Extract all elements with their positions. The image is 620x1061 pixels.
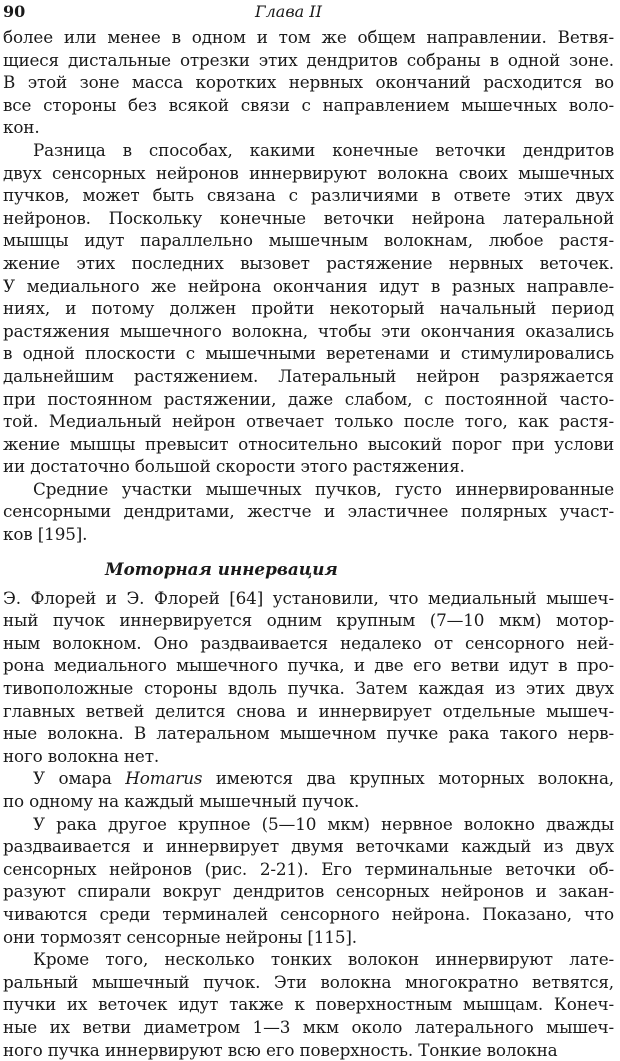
text-line: главных ветвей делится снова и иннервирует отдельные мышеч- bbox=[3, 700, 614, 721]
text-line: той. Медиальный нейрон отвечает только после того, как растя- bbox=[3, 411, 614, 432]
paragraph-p5 bbox=[3, 767, 614, 812]
text-line: сенсорными дендритами, жестче и эластичнее полярных участ- bbox=[3, 501, 614, 522]
paragraph-p2 bbox=[3, 139, 614, 478]
text-line: ные волокна. В латеральном мышечном пучке рака такого нерв- bbox=[3, 723, 614, 744]
paragraph-p4 bbox=[3, 587, 614, 768]
text-line: мышцы идут параллельно мышечным волокнам, любое растя- bbox=[3, 230, 614, 251]
text-line: нейронов. Поскольку конечные веточки нейрона латеральной bbox=[3, 207, 614, 228]
text-line: в одной плоскости с мышечными веретенами и стимулировались bbox=[3, 343, 614, 364]
text-line: У медиального же нейрона окончания идут в разных направле- bbox=[3, 275, 614, 296]
text-line: ральный мышечный пучок. Эти волокна многократно ветвятся, bbox=[3, 971, 614, 992]
text-line: сенсорных нейронов (рис. 2-21). Его терминальные веточки об- bbox=[3, 858, 614, 879]
text-line: они тормозят сенсорные нейроны [115]. bbox=[3, 926, 357, 947]
page-number: 90 bbox=[3, 2, 26, 21]
text-line: ный пучок иннервируется одним крупным (7—10 мкм) мотор- bbox=[3, 610, 614, 631]
text-line: кон. bbox=[3, 117, 40, 138]
text-line: Э. Флорей и Э. Флорей [64] установили, что медиальный мышеч- bbox=[3, 587, 614, 608]
text-line: по одному на каждый мышечный пучок. bbox=[3, 791, 360, 811]
text-line: У рака другое крупное (5—10 мкм) нервное волокно дважды bbox=[33, 813, 614, 834]
text-line: жение этих последних вызовет растяжение нервных веточек. bbox=[3, 252, 614, 273]
text-line: чиваются среди терминалей сенсорного нейрона. Показано, что bbox=[3, 903, 614, 924]
text-line: ного волокна нет. bbox=[3, 745, 160, 766]
text-line: щиеся дистальные отрезки этих дендритов собраны в одной зоне. bbox=[3, 49, 614, 70]
running-head bbox=[3, 2, 614, 26]
text-line: ниях, и потому должен пройти некоторый начальный период bbox=[3, 298, 614, 319]
text-line: жение мышцы превысит относительно высокий порог при услови bbox=[3, 433, 614, 454]
text-line: раздваивается и иннервирует двумя веточками каждый из двух bbox=[3, 836, 614, 857]
text-line: В этой зоне масса коротких нервных окончаний расходится во bbox=[3, 72, 614, 93]
text-line: У омара Homarus имеются два крупных моторных волокна, bbox=[33, 768, 614, 789]
text-line: разуют спирали вокруг дендритов сенсорных нейронов и закан- bbox=[3, 881, 614, 902]
text-line: ии достаточно большой скорости этого растяжения. bbox=[3, 456, 465, 477]
text-body-after-heading bbox=[3, 587, 614, 1061]
text-line: Кроме того, несколько тонких волокон иннервируют лате- bbox=[33, 949, 614, 970]
text-line: при постоянном растяжении, даже слабом, с постоянной часто- bbox=[3, 388, 614, 409]
paragraph-p1 bbox=[3, 26, 614, 139]
text-line: ного пучка иннервируют всю его поверхность. Тонкие волокна bbox=[3, 1039, 558, 1060]
paragraph-p6 bbox=[3, 813, 614, 949]
text-line: более или менее в одном и том же общем направлении. Ветвя- bbox=[3, 27, 614, 47]
text-line: Разница в способах, какими конечные веточки дендритов bbox=[33, 139, 614, 160]
text-line: Средние участки мышечных пучков, густо иннервированные bbox=[33, 478, 614, 499]
paragraph-p7 bbox=[3, 948, 614, 1061]
text-line: все стороны без всякой связи с направлением мышечных воло- bbox=[3, 94, 614, 115]
text-line: рона медиального мышечного пучка, и две его ветви идут в про- bbox=[3, 655, 614, 676]
text-body-before-heading bbox=[3, 26, 614, 546]
text-line: пучков, может быть связана с различиями в ответе этих двух bbox=[3, 185, 614, 206]
paragraph-p3 bbox=[3, 478, 614, 546]
chapter-title: Глава II bbox=[255, 2, 322, 21]
text-line: пучки их веточек идут также к поверхностным мышцам. Конеч- bbox=[3, 994, 614, 1015]
text-line: ков [195]. bbox=[3, 524, 88, 545]
text-line: двух сенсорных нейронов иннервируют волокна своих мышечных bbox=[3, 162, 614, 183]
section-heading-motor-innervation: Моторная иннервация bbox=[105, 558, 338, 579]
text-line: растяжения мышечного волокна, чтобы эти окончания оказались bbox=[3, 320, 614, 341]
text-line: ным волокном. Оно раздваивается недалеко от сенсорного ней- bbox=[3, 632, 614, 653]
text-line: дальнейшим растяжением. Латеральный нейрон разряжается bbox=[3, 365, 614, 386]
text-line: тивоположные стороны вдоль пучка. Затем каждая из этих двух bbox=[3, 678, 614, 699]
text-line: ные их ветви диаметром 1—3 мкм около латерального мышеч- bbox=[3, 1016, 614, 1037]
genus-name: Homarus bbox=[125, 768, 203, 789]
